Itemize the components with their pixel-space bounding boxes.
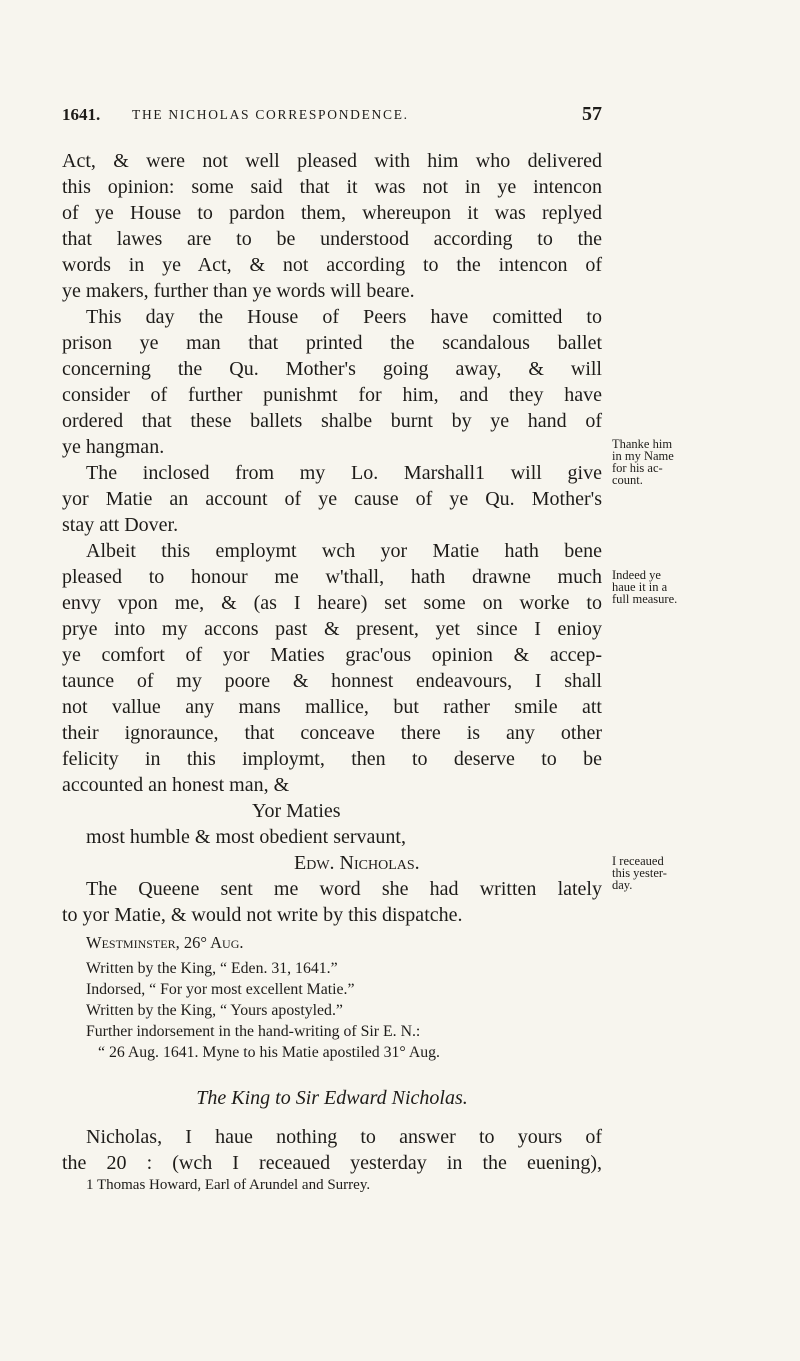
body-line: yor Matie an account of ye cause of ye Qu. Mother's	[62, 488, 602, 510]
body-line: ye hangman.	[62, 436, 165, 458]
margin-note	[612, 438, 752, 486]
margin-note-line: count.	[612, 473, 643, 487]
body-line: The inclosed from my Lo. Marshall1 will give	[86, 462, 602, 484]
margin-note-line: haue it in a	[612, 580, 668, 594]
body-line: that lawes are to be understood according to the	[62, 228, 602, 250]
body-line: taunce of my poore & honnest endeavours, I shall	[62, 670, 602, 692]
body-line: Nicholas, I haue nothing to answer to yours of	[86, 1126, 602, 1148]
note-line: Further indorsement in the hand-writing of Sir E. N.:	[86, 1023, 421, 1040]
section-heading	[62, 1085, 602, 1111]
footnote: 1 Thomas Howard, Earl of Arundel and Surrey.	[86, 1177, 371, 1193]
body-line: ye comfort of yor Maties grac'ous opinion & accep-	[62, 644, 602, 666]
note-line: “ 26 Aug. 1641. Myne to his Matie apostiled 31° Aug.	[98, 1044, 440, 1061]
margin-note	[612, 855, 752, 891]
body-line: ordered that these ballets shalbe burnt by ye hand of	[62, 410, 602, 432]
body-line: envy vpon me, & (as I heare) set some on worke to	[62, 592, 602, 614]
margin-note-line: Indeed ye	[612, 568, 661, 582]
body-line: words in ye Act, & not according to the intencon of	[62, 254, 602, 276]
page-number: 57	[582, 103, 602, 125]
margin-note-line: day.	[612, 878, 633, 892]
body-line: ye makers, further than ye words will beare.	[62, 280, 415, 302]
body-line: Act, & were not well pleased with him who delivered	[62, 150, 602, 172]
section-heading-text: The King to Sir Edward Nicholas.	[196, 1087, 468, 1109]
body-line: the 20 : (wch I receaued yesterday in the euening),	[62, 1152, 602, 1174]
body-line: their ignoraunce, that conceave there is any other	[62, 722, 602, 744]
body-line: This day the House of Peers have comitted to	[86, 306, 602, 328]
note-line: Written by the King, “ Eden. 31, 1641.”	[86, 960, 338, 977]
margin-note-line: for his ac-	[612, 461, 663, 475]
margin-note-line: this yester-	[612, 866, 667, 880]
body-line: consider of further punishmt for him, and they have	[62, 384, 602, 406]
body-line: accounted an honest man, &	[62, 774, 290, 796]
body-line: prye into my accons past & present, yet since I enioy	[62, 618, 602, 640]
body-line: Albeit this employmt wch yor Matie hath bene	[86, 540, 602, 562]
dateline: Westminster, 26° Aug.	[86, 933, 244, 952]
body-line: The Queene sent me word she had written lately	[86, 878, 602, 900]
note-line: Written by the King, “ Yours apostyled.”	[86, 1002, 343, 1019]
closing-line: Yor Maties	[252, 800, 341, 822]
margin-note-line: full measure.	[612, 592, 678, 606]
header-year: 1641.	[62, 105, 101, 124]
body-line: stay att Dover.	[62, 514, 179, 536]
closing-line: most humble & most obedient servaunt,	[86, 826, 406, 848]
running-header	[62, 103, 602, 129]
body-line: to yor Matie, & would not write by this dispatche.	[62, 904, 463, 926]
body-line: pleased to honour me w'thall, hath drawne much	[62, 566, 602, 588]
margin-note-line: I receaued	[612, 854, 664, 868]
margin-note-line: in my Name	[612, 449, 674, 463]
body-line: of ye House to pardon them, whereupon it was replyed	[62, 202, 602, 224]
body-line: not vallue any mans mallice, but rather smile att	[62, 696, 602, 718]
body-line: this opinion: some said that it was not in ye intencon	[62, 176, 602, 198]
body-line: concerning the Qu. Mother's going away, & will	[62, 358, 602, 380]
header-title: THE NICHOLAS CORRESPONDENCE.	[132, 107, 409, 122]
body-line: felicity in this imploymt, then to deserve to be	[62, 748, 602, 770]
note-line: Indorsed, “ For yor most excellent Matie.”	[86, 981, 355, 998]
body-line: prison ye man that printed the scandalous ballet	[62, 332, 602, 354]
signature: Edw. Nicholas.	[294, 852, 420, 874]
margin-note-line: Thanke him	[612, 437, 673, 451]
margin-note	[612, 569, 752, 605]
